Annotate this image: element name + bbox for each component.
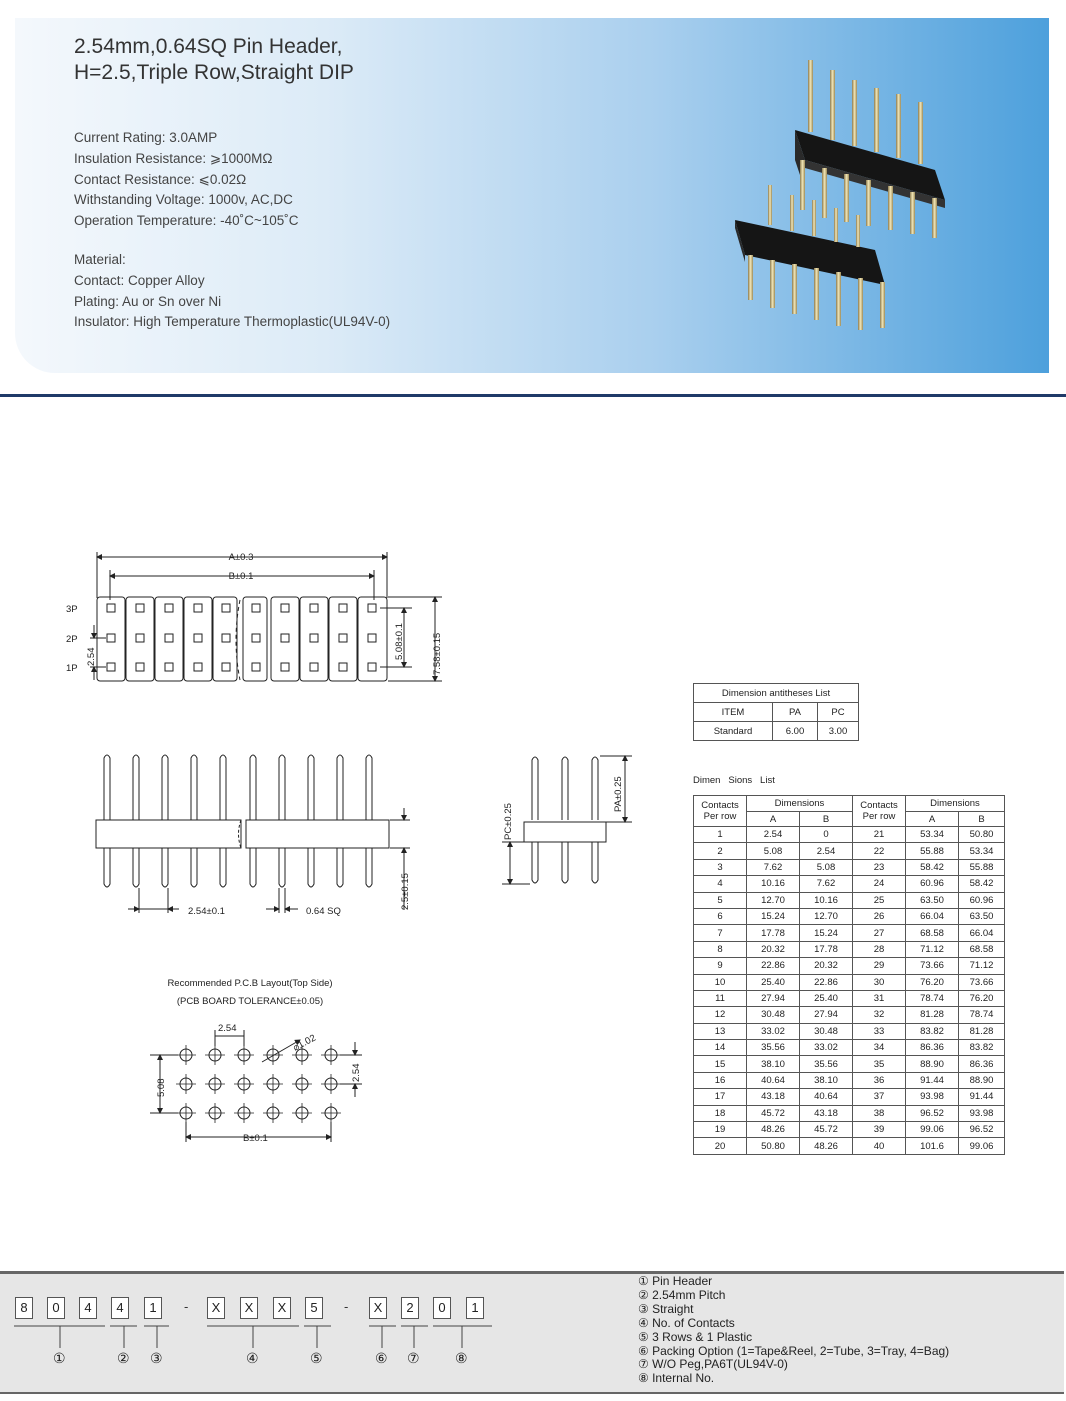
pc-label: PC±0.25 [503, 803, 514, 840]
marker-1: ① [53, 1351, 66, 1367]
pcb-hole-label: ⌀1.02 [291, 1032, 318, 1054]
dimensions-cell: 25.40 [747, 974, 800, 990]
col-a-left: A [747, 812, 800, 827]
dimensions-cell: 10.16 [747, 876, 800, 892]
dimensions-cell: 83.82 [959, 1040, 1005, 1056]
part-number-digit: X [207, 1297, 225, 1319]
marker-7: ⑦ [407, 1351, 420, 1367]
dimensions-cell: 26 [853, 908, 906, 924]
dimensions-cell: 7.62 [800, 876, 853, 892]
marker-4: ④ [246, 1351, 259, 1367]
dimensions-row [694, 1089, 1005, 1105]
dimensions-cell: 71.12 [906, 941, 959, 957]
dimensions-cell: 17.78 [747, 925, 800, 941]
dimensions-cell: 1 [694, 827, 747, 843]
dimensions-cell: 5 [694, 892, 747, 908]
pcb-tolerance: (PCB BOARD TOLERANCE±0.05) [176, 996, 324, 1007]
dimensions-cell: 86.36 [906, 1040, 959, 1056]
dimensions-cell: 43.18 [800, 1105, 853, 1121]
dimensions-cell: 2.54 [747, 827, 800, 843]
dimensions-cell: 96.52 [906, 1105, 959, 1121]
dimensions-cell: 27 [853, 925, 906, 941]
dimensions-cell: 20.32 [800, 958, 853, 974]
dimensions-cell: 22 [853, 843, 906, 859]
dimensions-cell: 23 [853, 859, 906, 875]
part-number-digit: X [273, 1297, 291, 1319]
row-pitch-label: 2.54 [86, 647, 97, 666]
material-heading: Material: [74, 252, 126, 267]
dimensions-cell: 25 [853, 892, 906, 908]
dimensions-row [694, 1023, 1005, 1039]
dimensions-cell: 5.08 [747, 843, 800, 859]
dimensions-table [693, 795, 1005, 1155]
dimensions-cell: 50.80 [747, 1138, 800, 1154]
marker-3: ③ [150, 1351, 163, 1367]
dimensions-cell: 36 [853, 1072, 906, 1088]
antitheses-header-item: ITEM [694, 703, 773, 722]
dimensions-row [694, 1122, 1005, 1138]
antitheses-table [693, 683, 859, 741]
dimensions-cell: 76.20 [959, 990, 1005, 1006]
dimensions-cell: 78.74 [906, 990, 959, 1006]
dimensions-cell: 66.04 [906, 908, 959, 924]
dimensions-cell: 9 [694, 958, 747, 974]
dimensions-header-left: Dimensions [747, 796, 853, 812]
dimensions-cell: 33.02 [800, 1040, 853, 1056]
dimensions-cell: 10 [694, 974, 747, 990]
dimensions-cell: 66.04 [959, 925, 1005, 941]
dimensions-row [694, 1105, 1005, 1121]
dimensions-cell: 12 [694, 1007, 747, 1023]
row-1p-label: 1P [66, 663, 78, 674]
dimensions-cell: 15.24 [747, 908, 800, 924]
pcb-row-pitch-label: 2.54 [351, 1063, 362, 1082]
dimensions-cell: 27.94 [800, 1007, 853, 1023]
pcb-layout-drawing [150, 1030, 362, 1142]
spec-voltage: Withstanding Voltage: 1000v, AC,DC [74, 192, 293, 208]
legend-7: ⑦ W/O Peg,PA6T(UL94V-0) [638, 1357, 788, 1372]
contacts-header-right: Contacts Per row [853, 796, 906, 827]
dimensions-cell: 40.64 [800, 1089, 853, 1105]
title-line-1: 2.54mm,0.64SQ Pin Header, [74, 35, 343, 58]
dimensions-cell: 60.96 [959, 892, 1005, 908]
marker-8: ⑧ [455, 1351, 468, 1367]
dimensions-cell: 30 [853, 974, 906, 990]
dimensions-cell: 21 [853, 827, 906, 843]
pitch-label: 2.54±0.1 [188, 906, 225, 917]
dimensions-row [694, 1072, 1005, 1088]
legend-6: ⑥ Packing Option (1=Tape&Reel, 2=Tube, 3=Tray, 4=Bag) [638, 1343, 950, 1358]
antitheses-header-pa: PA [773, 703, 818, 722]
dimensions-row [694, 859, 1005, 875]
dimensions-row [694, 1138, 1005, 1154]
dimensions-cell: 93.98 [959, 1105, 1005, 1121]
dimensions-cell: 43.18 [747, 1089, 800, 1105]
dimensions-cell: 29 [853, 958, 906, 974]
dimensions-header-right: Dimensions [906, 796, 1005, 812]
dimensions-row [694, 892, 1005, 908]
dimensions-cell: 16 [694, 1072, 747, 1088]
dimensions-cell: 37 [853, 1089, 906, 1105]
pcb-row-spacing-label: 5.08 [156, 1078, 167, 1097]
dimensions-cell: 83.82 [906, 1023, 959, 1039]
contacts-header-left: Contacts Per row [694, 796, 747, 827]
antitheses-pa-value: 6.00 [773, 722, 818, 741]
title-line-2: H=2.5,Triple Row,Straight DIP [74, 61, 354, 84]
dimensions-cell: 68.58 [959, 941, 1005, 957]
dimensions-row [694, 843, 1005, 859]
part-number-digit: 8 [15, 1297, 33, 1319]
dimensions-cell: 91.44 [906, 1072, 959, 1088]
dimensions-row [694, 876, 1005, 892]
dimensions-row [694, 958, 1005, 974]
front-view-drawing [96, 755, 410, 913]
antitheses-pc-value: 3.00 [818, 722, 859, 741]
spec-current: Current Rating: 3.0AMP [74, 130, 218, 145]
dimensions-cell: 35.56 [800, 1056, 853, 1072]
dimensions-cell: 58.42 [959, 876, 1005, 892]
dimensions-cell: 38.10 [747, 1056, 800, 1072]
dimensions-cell: 76.20 [906, 974, 959, 990]
dimensions-cell: 39 [853, 1122, 906, 1138]
dimensions-cell: 99.06 [959, 1138, 1005, 1154]
dimensions-cell: 45.72 [800, 1122, 853, 1138]
dimensions-cell: 10.16 [800, 892, 853, 908]
dimensions-cell: 22.86 [800, 974, 853, 990]
col-b-right: B [959, 812, 1005, 827]
legend-1: ① Pin Header [638, 1274, 713, 1288]
top-view-drawing [90, 552, 442, 681]
part-number-digit: 1 [466, 1297, 484, 1319]
dimensions-cell: 20 [694, 1138, 747, 1154]
dimensions-cell: 11 [694, 990, 747, 1006]
dimensions-cell: 13 [694, 1023, 747, 1039]
dimensions-cell: 40 [853, 1138, 906, 1154]
dimensions-cell: 27.94 [747, 990, 800, 1006]
dimensions-cell: 35.56 [747, 1040, 800, 1056]
dimensions-row [694, 1007, 1005, 1023]
dimensions-cell: 40.64 [747, 1072, 800, 1088]
dimensions-cell: 14 [694, 1040, 747, 1056]
dimensions-cell: 45.72 [747, 1105, 800, 1121]
legend-5: ⑤ 3 Rows & 1 Plastic [638, 1329, 753, 1344]
dimensions-cell: 15.24 [800, 925, 853, 941]
dimensions-cell: 96.52 [959, 1122, 1005, 1138]
dimensions-cell: 17.78 [800, 941, 853, 957]
dimensions-cell: 18 [694, 1105, 747, 1121]
dimensions-cell: 60.96 [906, 876, 959, 892]
dimensions-cell: 48.26 [800, 1138, 853, 1154]
spec-insulation: Insulation Resistance: ⩾1000MΩ [74, 150, 273, 166]
dimensions-cell: 81.28 [959, 1023, 1005, 1039]
side-view-drawing [502, 756, 632, 884]
height-758-label: 7.58±0.15 [432, 632, 443, 675]
part-number-separator: - [344, 1299, 349, 1314]
dimensions-cell: 101.6 [906, 1138, 959, 1154]
dimensions-cell: 28 [853, 941, 906, 957]
dimensions-cell: 2 [694, 843, 747, 859]
dimensions-cell: 88.90 [906, 1056, 959, 1072]
dimensions-cell: 34 [853, 1040, 906, 1056]
dimensions-cell: 33 [853, 1023, 906, 1039]
part-number-digit: 4 [111, 1297, 129, 1319]
row-2p-label: 2P [66, 634, 78, 645]
part-number-digit: 1 [144, 1297, 162, 1319]
dimensions-cell: 30.48 [800, 1023, 853, 1039]
part-number-digit: X [240, 1297, 258, 1319]
part-number-digit: 0 [433, 1297, 451, 1319]
dimensions-row [694, 941, 1005, 957]
dimensions-cell: 8 [694, 941, 747, 957]
dimensions-cell: 35 [853, 1056, 906, 1072]
part-number-digit: 5 [305, 1297, 323, 1319]
spec-contact-resistance: Contact Resistance: ⩽0.02Ω [74, 171, 247, 187]
dimensions-cell: 73.66 [906, 958, 959, 974]
part-number-separator: - [184, 1299, 189, 1314]
dimensions-cell: 38 [853, 1105, 906, 1121]
part-number-digit: 0 [47, 1297, 65, 1319]
material-insulator: Insulator: High Temperature Thermoplastic(UL94V-0) [74, 314, 391, 330]
dimensions-cell: 7 [694, 925, 747, 941]
dimensions-cell: 15 [694, 1056, 747, 1072]
dimensions-cell: 50.80 [959, 827, 1005, 843]
marker-2: ② [117, 1351, 130, 1367]
dimensions-cell: 55.88 [959, 859, 1005, 875]
dimensions-cell: 71.12 [959, 958, 1005, 974]
part-number-legend [638, 1275, 949, 1386]
dimensions-cell: 12.70 [800, 908, 853, 924]
dimensions-cell: 20.32 [747, 941, 800, 957]
dimensions-cell: 3 [694, 859, 747, 875]
dimensions-cell: 99.06 [906, 1122, 959, 1138]
dimensions-row [694, 1056, 1005, 1072]
dimensions-cell: 2.54 [800, 843, 853, 859]
dimensions-cell: 53.34 [959, 843, 1005, 859]
height-508-label: 5.08±0.1 [394, 623, 405, 660]
legend-4: ④ No. of Contacts [638, 1315, 735, 1330]
dimensions-cell: 53.34 [906, 827, 959, 843]
col-a-right: A [906, 812, 959, 827]
dimensions-cell: 6 [694, 908, 747, 924]
height-25-label: 2.5±0.15 [400, 873, 411, 910]
marker-5: ⑤ [310, 1351, 323, 1367]
material-plating: Plating: Au or Sn over Ni [74, 293, 222, 309]
dimensions-cell: 55.88 [906, 843, 959, 859]
pa-label: PA±0.25 [613, 776, 624, 812]
part-number-digit: 4 [79, 1297, 97, 1319]
antitheses-standard: Standard [694, 722, 773, 741]
dimensions-cell: 58.42 [906, 859, 959, 875]
dimensions-cell: 33.02 [747, 1023, 800, 1039]
dimensions-cell: 17 [694, 1089, 747, 1105]
dimensions-caption: Dimen Sions List [693, 775, 775, 786]
legend-8: ⑧ Internal No. [638, 1371, 715, 1386]
pin-square-label: 0.64 SQ [306, 906, 341, 917]
dimensions-cell: 12.70 [747, 892, 800, 908]
dimensions-cell: 25.40 [800, 990, 853, 1006]
dim-a-label: A±0.3 [228, 552, 254, 563]
pcb-b-label: B±0.1 [243, 1133, 268, 1144]
pcb-pitch-label: 2.54 [218, 1023, 237, 1034]
dimensions-cell: 91.44 [959, 1089, 1005, 1105]
dimensions-cell: 32 [853, 1007, 906, 1023]
legend-3: ③ Straight [638, 1301, 694, 1316]
dimensions-cell: 30.48 [747, 1007, 800, 1023]
legend-2: ② 2.54mm Pitch [638, 1287, 726, 1302]
dimensions-cell: 86.36 [959, 1056, 1005, 1072]
col-b-left: B [800, 812, 853, 827]
dimensions-cell: 24 [853, 876, 906, 892]
dimensions-cell: 0 [800, 827, 853, 843]
part-number-digit: X [369, 1297, 387, 1319]
dimensions-cell: 31 [853, 990, 906, 1006]
antitheses-header-pc: PC [818, 703, 859, 722]
dimensions-cell: 63.50 [959, 908, 1005, 924]
dimensions-cell: 7.62 [747, 859, 800, 875]
dimensions-row [694, 974, 1005, 990]
dimensions-cell: 81.28 [906, 1007, 959, 1023]
pcb-title: Recommended P.C.B Layout(Top Side) [167, 978, 333, 989]
material-contact: Contact: Copper Alloy [74, 272, 205, 288]
dimensions-cell: 88.90 [959, 1072, 1005, 1088]
dimensions-cell: 19 [694, 1122, 747, 1138]
dimensions-cell: 93.98 [906, 1089, 959, 1105]
dimensions-cell: 4 [694, 876, 747, 892]
dimensions-row [694, 908, 1005, 924]
dimensions-row [694, 990, 1005, 1006]
dimensions-cell: 5.08 [800, 859, 853, 875]
dimensions-cell: 78.74 [959, 1007, 1005, 1023]
dimensions-cell: 48.26 [747, 1122, 800, 1138]
dimensions-row [694, 925, 1005, 941]
dimensions-cell: 63.50 [906, 892, 959, 908]
dimensions-cell: 68.58 [906, 925, 959, 941]
spec-temperature: Operation Temperature: -40˚C~105˚C [74, 213, 299, 229]
dimensions-cell: 73.66 [959, 974, 1005, 990]
antitheses-caption: Dimension antitheses List [694, 684, 859, 703]
dimensions-cell: 22.86 [747, 958, 800, 974]
row-3p-label: 3P [66, 604, 78, 615]
marker-6: ⑥ [375, 1351, 388, 1367]
part-number-digit: 2 [401, 1297, 419, 1319]
dim-b-label: B±0.1 [228, 571, 254, 582]
dimensions-cell: 38.10 [800, 1072, 853, 1088]
dimensions-row [694, 827, 1005, 843]
dimensions-rows [694, 827, 1005, 1155]
dimensions-row [694, 1040, 1005, 1056]
